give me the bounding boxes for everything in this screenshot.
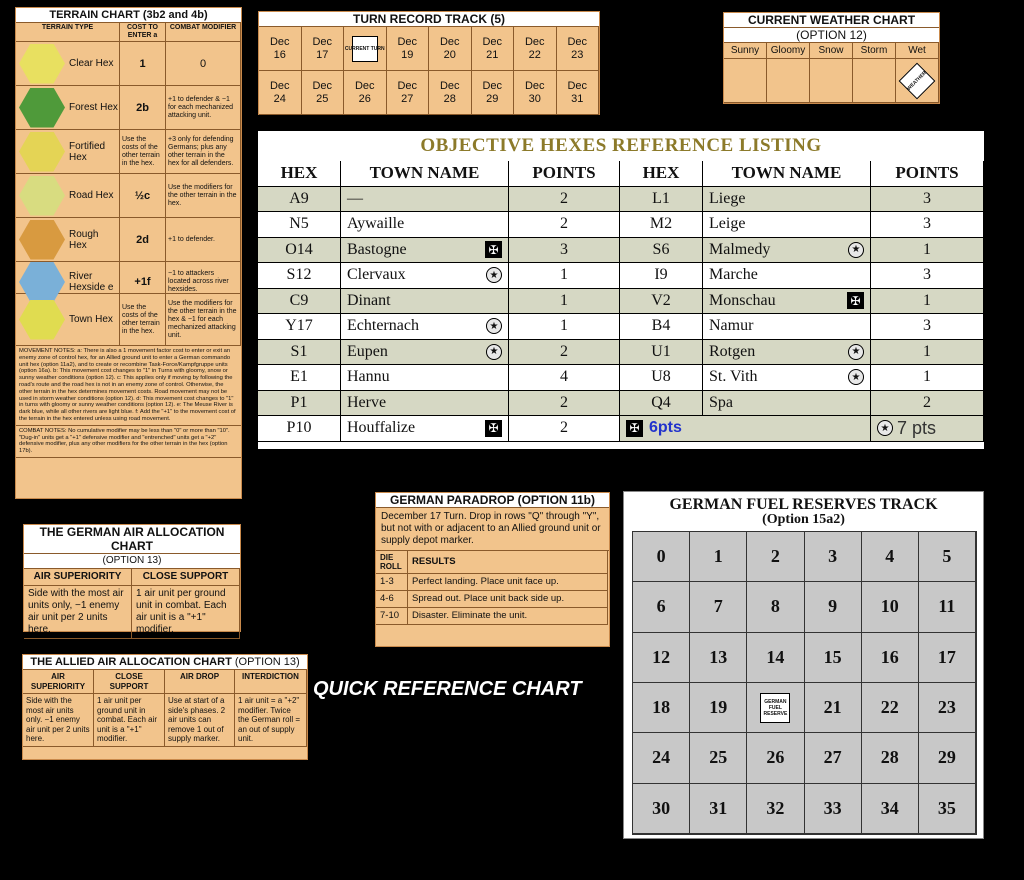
turn-cell[interactable]: Dec 27: [387, 71, 430, 115]
turn-cell[interactable]: Dec 28: [429, 71, 472, 115]
german-points: 6pts: [649, 419, 682, 437]
objective-town-name: Clervaux: [347, 266, 406, 284]
fuel-cell[interactable]: 23: [919, 683, 976, 733]
fuel-cell[interactable]: 26: [747, 733, 804, 783]
star-icon: ★: [486, 267, 502, 283]
objective-town-name: Eupen: [347, 342, 388, 360]
movement-notes: MOVEMENT NOTES: a: There is also a 1 movement factor cost to enter or exit an enemy zone of control hex, for an Allied ground unit to enter a German commando unit hex (option 11a2), and to create or recombine Task-Force/Kampfgruppe units (option 16a). b: This movement cost changes to "1" in Turns with gloomy, snow or sunny weather conditions (option 12). c: This applies only if moving by following the road's route and the road hex is not in an enemy zone of control. Otherwise, the other terrain in the hex determines movement costs. Road movement may not be used in storm weather conditions (option 12). d: This movement cost changes to "1" in turns with gloomy or sunny weather conditions (option 12). e: The Meuse River is dark blue, while all other rivers are light blue. f: Add the "+1" to the movement cost of the terrain in the hex entered unless using road movement.: [16, 346, 241, 426]
objective-points: 1: [509, 289, 620, 315]
objective-town-name: Houffalize: [347, 419, 416, 437]
objective-hex: C9: [258, 289, 341, 315]
fuel-subtitle: (Option 15a2): [762, 512, 845, 527]
weather-chart: [723, 12, 940, 104]
paradrop-title: GERMAN PARADROP (OPTION 11b): [376, 493, 609, 508]
turn-cell[interactable]: Dec 20: [429, 27, 472, 71]
fuel-cell[interactable]: 27: [805, 733, 862, 783]
fuel-cell[interactable]: 33: [805, 784, 862, 834]
terrain-modifier: Use the modifiers for the other terrain in the hex.: [166, 174, 241, 217]
objective-points: 2: [509, 416, 620, 442]
fuel-cell[interactable]: 25: [690, 733, 747, 783]
objective-town: [703, 340, 871, 366]
terrain-hex-icon: [19, 176, 65, 216]
star-points-note: [871, 416, 984, 442]
objective-town-name: Dinant: [347, 291, 391, 309]
objective-town-name: St. Vith: [709, 368, 758, 386]
terrain-type-cell: [16, 294, 120, 345]
paradrop-intro: December 17 Turn. Drop in rows "Q" through "Y", but not with or adjacent to an Allied ground unit or supply depot marker.: [376, 508, 609, 551]
objective-hex: M2: [620, 212, 703, 238]
objective-town: [341, 314, 509, 340]
objective-town: [341, 289, 509, 315]
objective-town-name: Hannu: [347, 368, 390, 386]
fuel-cell[interactable]: 21: [805, 683, 862, 733]
fuel-cell[interactable]: 10: [862, 582, 919, 632]
fuel-cell[interactable]: 28: [862, 733, 919, 783]
terrain-type-cell: [16, 218, 120, 261]
allied-air-cell: Use at start of a side's phases. 2 air units can remove 1 out of supply marker.: [165, 694, 235, 747]
weather-slot[interactable]: [810, 59, 853, 103]
weather-marker[interactable]: WEATHER: [899, 62, 936, 99]
star-icon: ★: [848, 369, 864, 385]
paradrop-result: Spread out. Place unit back side up.: [408, 591, 608, 608]
turn-cell[interactable]: Dec 19: [387, 27, 430, 71]
terrain-modifier: 0: [166, 42, 241, 85]
objective-hex: U8: [620, 365, 703, 391]
paradrop-result: Perfect landing. Place unit face up.: [408, 574, 608, 591]
objective-header: TOWN NAME: [703, 161, 871, 187]
objective-hex: O14: [258, 238, 341, 264]
objective-points: 1: [509, 263, 620, 289]
turn-record-track: [258, 11, 600, 115]
fuel-cell[interactable]: 5: [919, 532, 976, 582]
weather-title: CURRENT WEATHER CHART: [724, 13, 939, 28]
terrain-name: Road Hex: [69, 190, 114, 201]
fuel-title: GERMAN FUEL RESERVES TRACK: [669, 496, 938, 513]
terrain-modifier: +1 to defender & −1 for each mechanized attacking unit.: [166, 86, 241, 129]
objective-points: 1: [871, 340, 984, 366]
terrain-type-cell: [16, 86, 120, 129]
objective-points: 3: [871, 187, 984, 213]
objective-town: [703, 391, 871, 417]
objective-points: 1: [871, 289, 984, 315]
objective-points: 3: [871, 212, 984, 238]
turn-cell[interactable]: Dec 22: [514, 27, 557, 71]
fuel-cell[interactable]: 7: [690, 582, 747, 632]
objective-hex: S6: [620, 238, 703, 264]
terrain-row: [16, 130, 241, 174]
terrain-col-cost: COST TO ENTER a: [120, 23, 166, 41]
objective-points: 2: [871, 391, 984, 417]
objective-header: POINTS: [509, 161, 620, 187]
german-air-subtitle: (OPTION 13): [24, 554, 240, 569]
objective-points: 4: [509, 365, 620, 391]
terrain-name: Clear Hex: [69, 58, 114, 69]
fuel-cell[interactable]: 16: [862, 633, 919, 683]
fuel-cell[interactable]: 18: [633, 683, 690, 733]
fuel-cell[interactable]: 15: [805, 633, 862, 683]
objective-town: [703, 212, 871, 238]
fuel-cell[interactable]: 8: [747, 582, 804, 632]
objective-hex: U1: [620, 340, 703, 366]
objective-hex: S1: [258, 340, 341, 366]
paradrop-col: RESULTS: [408, 551, 608, 574]
terrain-row: [16, 218, 241, 262]
terrain-cost: ½c: [120, 174, 166, 217]
terrain-type-cell: [16, 174, 120, 217]
terrain-name: River Hexside e: [69, 271, 114, 293]
fuel-cell[interactable]: 0: [633, 532, 690, 582]
objective-town: [341, 187, 509, 213]
objective-town-name: Leige: [709, 215, 746, 233]
objective-town: [341, 340, 509, 366]
fuel-cell[interactable]: 29: [919, 733, 976, 783]
weather-col[interactable]: Snow: [810, 43, 853, 59]
objective-header: TOWN NAME: [341, 161, 509, 187]
objective-header: POINTS: [871, 161, 984, 187]
terrain-modifier: +1 to defender.: [166, 218, 241, 261]
turn-cell[interactable]: [344, 27, 387, 71]
terrain-name: Town Hex: [69, 314, 113, 325]
objective-hexes-listing: [258, 131, 984, 449]
terrain-cost: 2d: [120, 218, 166, 261]
objective-town-name: —: [347, 189, 363, 207]
fuel-cell[interactable]: 32: [747, 784, 804, 834]
objective-town: [703, 289, 871, 315]
terrain-cost: Use the costs of the other terrain in the hex.: [120, 294, 166, 345]
objective-hex: L1: [620, 187, 703, 213]
objective-header: HEX: [258, 161, 341, 187]
terrain-hex-icon: [19, 132, 65, 172]
terrain-chart-title: TERRAIN CHART (3b2 and 4b): [16, 8, 241, 23]
objective-town: [703, 187, 871, 213]
objective-hex: B4: [620, 314, 703, 340]
german-cross-icon: ✠: [626, 420, 643, 437]
turn-cell[interactable]: Dec 26: [344, 71, 387, 115]
terrain-hex-icon: [19, 220, 65, 260]
objective-town: [341, 238, 509, 264]
objective-hex: Q4: [620, 391, 703, 417]
fuel-cell[interactable]: 6: [633, 582, 690, 632]
objective-town-name: Malmedy: [709, 240, 771, 258]
objective-points: 1: [871, 365, 984, 391]
paradrop-roll: 1-3: [376, 574, 408, 591]
paradrop-result: Disaster. Eliminate the unit.: [408, 608, 608, 625]
fuel-reserve-marker[interactable]: GERMAN FUEL RESERVE: [760, 693, 790, 723]
fuel-cell[interactable]: 4: [862, 532, 919, 582]
fuel-cell[interactable]: 19: [690, 683, 747, 733]
objective-hex: P10: [258, 416, 341, 442]
objective-hex: S12: [258, 263, 341, 289]
german-paradrop-chart: [375, 492, 610, 647]
fuel-cell[interactable]: 12: [633, 633, 690, 683]
fuel-cell[interactable]: 9: [805, 582, 862, 632]
turn-cell[interactable]: Dec 23: [557, 27, 600, 71]
objective-town-name: Spa: [709, 393, 733, 411]
objective-points: 3: [871, 314, 984, 340]
objective-town-name: Rotgen: [709, 342, 756, 360]
fuel-cell[interactable]: 22: [862, 683, 919, 733]
objective-town-name: Aywaille: [347, 215, 405, 233]
objective-hex: N5: [258, 212, 341, 238]
weather-slot[interactable]: [896, 59, 939, 103]
star-icon: ★: [486, 318, 502, 334]
star-icon: ★: [848, 242, 864, 258]
objective-town: [341, 365, 509, 391]
objective-town-name: Herve: [347, 393, 387, 411]
terrain-cost: +1f: [120, 262, 166, 302]
objective-town: [703, 263, 871, 289]
objective-points: 2: [509, 212, 620, 238]
german-points-note: [620, 416, 871, 442]
objective-hex: I9: [620, 263, 703, 289]
terrain-row: [16, 294, 241, 346]
fuel-cell[interactable]: 2: [747, 532, 804, 582]
terrain-col-type: TERRAIN TYPE: [16, 23, 120, 41]
turn-cell[interactable]: Dec 25: [302, 71, 345, 115]
fuel-cell[interactable]: 11: [919, 582, 976, 632]
objective-title: OBJECTIVE HEXES REFERENCE LISTING: [420, 135, 822, 156]
objective-town: [341, 212, 509, 238]
terrain-name: Fortified Hex: [69, 140, 106, 163]
turn-record-title: TURN RECORD TRACK (5): [259, 12, 599, 27]
terrain-name: Rough Hex: [69, 228, 99, 251]
german-cross-icon: ✠: [847, 292, 864, 309]
allied-air-cell: 1 air unit per ground unit in combat. Each air unit is a "+1" modifier.: [94, 694, 165, 747]
objective-points: 1: [871, 238, 984, 264]
objective-points: 3: [871, 263, 984, 289]
quick-reference-label: QUICK REFERENCE CHART: [313, 678, 582, 700]
turn-cell[interactable]: Dec 17: [302, 27, 345, 71]
fuel-cell[interactable]: 14: [747, 633, 804, 683]
terrain-modifier: −1 to attackers located across river hexsides.: [166, 262, 241, 302]
terrain-hex-icon: [19, 88, 65, 128]
terrain-row: [16, 174, 241, 218]
objective-points: 2: [509, 187, 620, 213]
objective-town: [341, 263, 509, 289]
german-cross-icon: ✠: [485, 420, 502, 437]
objective-points: 2: [509, 340, 620, 366]
terrain-chart-header: [16, 23, 241, 42]
star-points: 7 pts: [897, 417, 937, 438]
objective-town-name: Liege: [709, 189, 746, 207]
objective-header: HEX: [620, 161, 703, 187]
allied-air-cell: 1 air unit = a "+2" modifier. Twice the German roll = an out of supply unit.: [235, 694, 307, 747]
german-cross-icon: ✠: [485, 241, 502, 258]
turn-cell[interactable]: Dec 24: [259, 71, 302, 115]
fuel-cell[interactable]: 1: [690, 532, 747, 582]
star-icon: ★: [848, 344, 864, 360]
objective-points: 2: [509, 391, 620, 417]
fuel-cell[interactable]: 34: [862, 784, 919, 834]
terrain-name: Forest Hex: [69, 102, 118, 113]
weather-col[interactable]: Wet: [896, 43, 939, 59]
german-air-chart: [23, 524, 241, 635]
allied-air-col: AIR DROP: [165, 670, 235, 694]
terrain-row: [16, 42, 241, 86]
terrain-type-cell: [16, 130, 120, 173]
objective-town-name: Echternach: [347, 317, 419, 335]
german-air-title: THE GERMAN AIR ALLOCATION CHART: [24, 525, 240, 554]
weather-col[interactable]: Sunny: [724, 43, 767, 59]
objective-town-name: Marche: [709, 266, 758, 284]
fuel-cell[interactable]: 30: [633, 784, 690, 834]
turn-cell[interactable]: Dec 16: [259, 27, 302, 71]
objective-points: 3: [509, 238, 620, 264]
terrain-row: [16, 86, 241, 130]
terrain-hex-icon: [19, 300, 65, 340]
combat-notes: COMBAT NOTES: No cumulative modifier may be less than "0" or more than "10". "Dug-in" units get a "+1" defensive modifier and "entrenched" units get a "+2" defensive modifier, plus any other modifiers for the other terrain in the hex (option 17b).: [16, 426, 241, 458]
fuel-cell[interactable]: 35: [919, 784, 976, 834]
paradrop-roll: 4-6: [376, 591, 408, 608]
weather-slot[interactable]: [767, 59, 810, 103]
terrain-hex-icon: [19, 44, 65, 84]
weather-col[interactable]: Gloomy: [767, 43, 810, 59]
terrain-type-cell: [16, 42, 120, 85]
objective-hex: V2: [620, 289, 703, 315]
objective-town-name: Namur: [709, 317, 754, 335]
terrain-modifier: +3 only for defending Germans; plus any other terrain in the hex for all defenders.: [166, 130, 241, 173]
terrain-cost: 2b: [120, 86, 166, 129]
objective-town-name: Monschau: [709, 291, 776, 309]
terrain-cost: Use the costs of the other terrain in the hex.: [120, 130, 166, 173]
objective-hex: A9: [258, 187, 341, 213]
german-air-cell: Side with the most air units only, −1 enemy air unit per 2 units here.: [24, 586, 132, 639]
allied-air-chart: [22, 654, 308, 760]
objective-hex: Y17: [258, 314, 341, 340]
star-icon: ★: [877, 420, 893, 436]
objective-town-name: Bastogne: [347, 240, 407, 258]
fuel-cell[interactable]: 31: [690, 784, 747, 834]
fuel-cell[interactable]: 17: [919, 633, 976, 683]
allied-air-cell: Side with the most air units only. −1 enemy air unit per 2 units here.: [23, 694, 94, 747]
german-air-col: CLOSE SUPPORT: [132, 569, 240, 586]
fuel-cell[interactable]: 24: [633, 733, 690, 783]
terrain-chart: [15, 7, 242, 499]
allied-air-col: AIR SUPERIORITY: [23, 670, 94, 694]
paradrop-roll: 7-10: [376, 608, 408, 625]
weather-col[interactable]: Storm: [853, 43, 896, 59]
terrain-row: [16, 262, 241, 294]
allied-air-col: CLOSE SUPPORT: [94, 670, 165, 694]
fuel-reserves-track: [623, 491, 984, 839]
allied-air-title: THE ALLIED AIR ALLOCATION CHART (OPTION 13): [23, 655, 307, 670]
objective-town: [341, 391, 509, 417]
fuel-cell[interactable]: [747, 683, 804, 733]
turn-cell[interactable]: Dec 31: [557, 71, 600, 115]
german-air-col: AIR SUPERIORITY: [24, 569, 132, 586]
objective-town: [703, 238, 871, 264]
fuel-cell[interactable]: 3: [805, 532, 862, 582]
terrain-col-modifier: COMBAT MODIFIER: [166, 23, 241, 41]
objective-hex: P1: [258, 391, 341, 417]
weather-slot[interactable]: [853, 59, 896, 103]
paradrop-col: DIE ROLL: [376, 551, 408, 574]
fuel-cell[interactable]: 13: [690, 633, 747, 683]
weather-slot[interactable]: [724, 59, 767, 103]
weather-subtitle: (OPTION 12): [724, 28, 939, 43]
objective-town: [703, 365, 871, 391]
terrain-modifier: Use the modifiers for the other terrain in the hex & −1 for each mechanized attacking unit.: [166, 294, 241, 345]
allied-air-col: INTERDICTION: [235, 670, 307, 694]
objective-town: [703, 314, 871, 340]
turn-cell[interactable]: Dec 30: [514, 71, 557, 115]
turn-cell[interactable]: Dec 29: [472, 71, 515, 115]
terrain-cost: 1: [120, 42, 166, 85]
current-turn-marker[interactable]: CURRENT TURN: [352, 36, 378, 62]
star-icon: ★: [486, 344, 502, 360]
objective-hex: E1: [258, 365, 341, 391]
objective-town: [341, 416, 509, 442]
turn-cell[interactable]: Dec 21: [472, 27, 515, 71]
german-air-cell: 1 air unit per ground unit in combat. Each air unit is a "+1" modifier.: [132, 586, 240, 639]
objective-points: 1: [509, 314, 620, 340]
